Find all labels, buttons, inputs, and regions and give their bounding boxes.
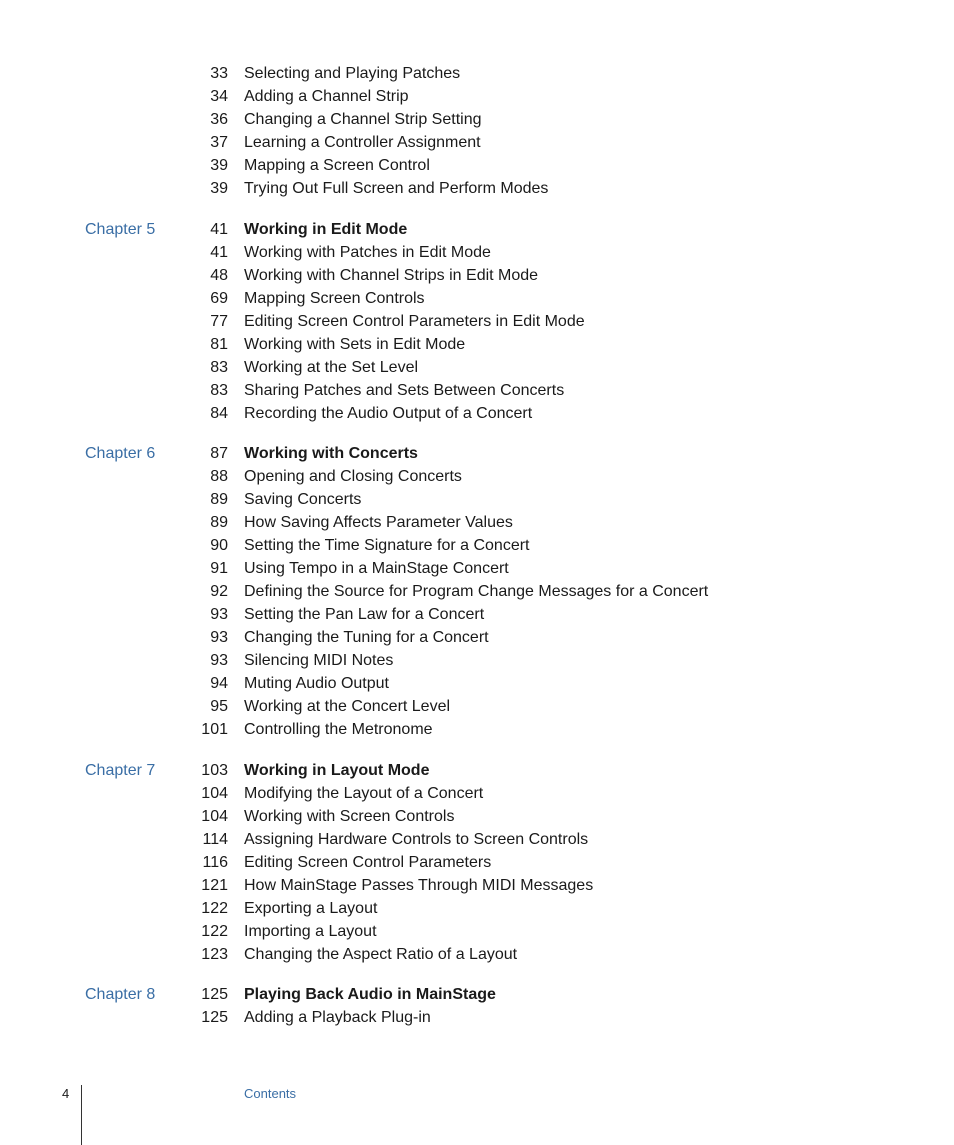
page-number: 83 [210, 381, 228, 399]
toc-entry[interactable] [0, 943, 954, 966]
page-number: 123 [201, 945, 228, 963]
page-number: 39 [210, 157, 228, 174]
entry-title[interactable]: Working with Sets in Edit Mode [244, 335, 466, 353]
entry-title[interactable]: Playing Back Audio in MainStage [244, 986, 496, 1003]
entry-title[interactable]: Assigning Hardware Controls to Screen Controls [244, 830, 589, 848]
table-of-contents [0, 62, 954, 1047]
entry-title[interactable]: Muting Audio Output [244, 675, 389, 692]
entry-title[interactable]: Mapping a Screen Control [244, 157, 430, 174]
page-number: 87 [210, 445, 228, 462]
entry-title[interactable]: Editing Screen Control Parameters [244, 853, 492, 871]
entry-title[interactable]: Working with Screen Controls [244, 807, 455, 825]
page-number: 90 [210, 537, 228, 554]
toc-entry[interactable] [0, 897, 954, 920]
page-number: 116 [202, 853, 228, 871]
toc-entry[interactable] [0, 465, 954, 488]
toc-group [0, 983, 954, 1029]
entry-title[interactable]: Saving Concerts [244, 491, 362, 508]
toc-entry[interactable] [0, 649, 954, 672]
entry-title[interactable]: Working in Layout Mode [244, 761, 430, 779]
entry-title[interactable]: Exporting a Layout [244, 899, 378, 917]
entry-title[interactable]: Editing Screen Control Parameters in Edit Mode [244, 312, 585, 330]
page-number: 39 [210, 180, 228, 197]
entry-title[interactable]: Silencing MIDI Notes [244, 652, 394, 669]
toc-entry[interactable] [0, 534, 954, 557]
toc-entry[interactable] [0, 626, 954, 649]
toc-entry[interactable] [0, 177, 954, 200]
entry-title[interactable]: How MainStage Passes Through MIDI Messages [244, 876, 594, 894]
entry-title[interactable]: Opening and Closing Concerts [244, 468, 462, 485]
entry-title[interactable]: Defining the Source for Program Change Messages for a Concert [244, 583, 709, 600]
page-number: 77 [210, 312, 228, 330]
page-number: 114 [202, 830, 228, 848]
chapter-heading-row[interactable] [0, 759, 954, 782]
entry-title[interactable]: Mapping Screen Controls [244, 289, 425, 307]
toc-entry[interactable] [0, 695, 954, 718]
toc-group [0, 442, 954, 741]
entry-title[interactable]: Working with Concerts [244, 445, 418, 462]
chapter-label[interactable]: Chapter 8 [85, 986, 156, 1003]
toc-entry[interactable] [0, 154, 954, 177]
chapter-heading-row[interactable] [0, 218, 954, 241]
footer-divider [81, 1085, 82, 1145]
entry-title[interactable]: Adding a Playback Plug-in [244, 1009, 431, 1026]
toc-entry[interactable] [0, 782, 954, 805]
page-number: 41 [210, 220, 228, 238]
toc-entry[interactable] [0, 1006, 954, 1029]
page-number: 92 [210, 583, 228, 600]
entry-title[interactable]: Using Tempo in a MainStage Concert [244, 560, 509, 577]
page-number: 84 [210, 404, 228, 422]
entry-title[interactable]: Sharing Patches and Sets Between Concerts [244, 381, 565, 399]
toc-entry[interactable] [0, 672, 954, 695]
toc-entry[interactable] [0, 511, 954, 534]
page-number: 37 [210, 134, 228, 151]
toc-entry[interactable] [0, 356, 954, 379]
toc-entry[interactable] [0, 805, 954, 828]
chapter-label[interactable]: Chapter 7 [85, 761, 156, 779]
toc-entry[interactable] [0, 557, 954, 580]
toc-entry[interactable] [0, 310, 954, 333]
entry-title[interactable]: Trying Out Full Screen and Perform Modes [244, 180, 549, 197]
entry-title[interactable]: Working with Channel Strips in Edit Mode [244, 266, 539, 284]
toc-entry[interactable] [0, 580, 954, 603]
entry-title[interactable]: Selecting and Playing Patches [244, 65, 461, 82]
toc-entry[interactable] [0, 851, 954, 874]
toc-entry[interactable] [0, 874, 954, 897]
page-number: 95 [210, 698, 228, 715]
page-number: 122 [201, 922, 228, 940]
entry-title[interactable]: Working with Patches in Edit Mode [244, 243, 491, 261]
chapter-heading-row[interactable] [0, 442, 954, 465]
page-number: 33 [210, 65, 228, 82]
page-number: 125 [201, 1009, 228, 1026]
page-number: 104 [201, 807, 228, 825]
toc-entry[interactable] [0, 264, 954, 287]
toc-entry[interactable] [0, 920, 954, 943]
entry-title[interactable]: Changing the Aspect Ratio of a Layout [244, 945, 518, 963]
entry-title[interactable]: Changing a Channel Strip Setting [244, 111, 482, 128]
entry-title[interactable]: Changing the Tuning for a Concert [244, 629, 489, 646]
entry-title[interactable]: Setting the Pan Law for a Concert [244, 606, 485, 623]
toc-entry[interactable] [0, 402, 954, 425]
toc-entry[interactable] [0, 287, 954, 310]
page-number: 103 [201, 761, 228, 779]
toc-group [0, 62, 954, 200]
page-number: 93 [210, 629, 228, 646]
page-number: 104 [201, 784, 228, 802]
toc-entry[interactable] [0, 131, 954, 154]
entry-title[interactable]: Learning a Controller Assignment [244, 134, 481, 151]
toc-entry[interactable] [0, 718, 954, 741]
entry-title[interactable]: Modifying the Layout of a Concert [244, 784, 484, 802]
entry-title[interactable]: Setting the Time Signature for a Concert [244, 537, 530, 554]
toc-entry[interactable] [0, 488, 954, 511]
page-number: 93 [210, 606, 228, 623]
page-number: 121 [201, 876, 228, 894]
page-number: 89 [210, 514, 228, 531]
page-number: 91 [210, 560, 228, 577]
entry-title[interactable]: Adding a Channel Strip [244, 88, 409, 105]
entry-title[interactable]: Recording the Audio Output of a Concert [244, 404, 533, 422]
page-number: 125 [201, 986, 228, 1003]
page-number: 94 [210, 675, 228, 692]
footer-page-number: 4 [62, 1086, 70, 1101]
page-number: 81 [210, 335, 228, 353]
page-number: 93 [210, 652, 228, 669]
page-number: 41 [210, 243, 228, 261]
footer-section-label: Contents [244, 1086, 297, 1101]
page-number: 83 [210, 358, 228, 376]
toc-entry[interactable] [0, 603, 954, 626]
page-number: 48 [210, 266, 228, 284]
chapter-label[interactable]: Chapter 5 [85, 220, 156, 238]
page-number: 34 [210, 88, 228, 105]
entry-title[interactable]: Working at the Concert Level [244, 698, 451, 715]
page-number: 89 [210, 491, 228, 508]
page-number: 101 [201, 721, 228, 738]
chapter-label[interactable]: Chapter 6 [85, 445, 156, 462]
toc-entry[interactable] [0, 85, 954, 108]
toc-group [0, 759, 954, 966]
entry-title[interactable]: Importing a Layout [244, 922, 377, 940]
chapter-heading-row[interactable] [0, 983, 954, 1006]
page-number: 36 [210, 111, 228, 128]
toc-entry[interactable] [0, 108, 954, 131]
toc-entry[interactable] [0, 333, 954, 356]
entry-title[interactable]: Working at the Set Level [244, 358, 419, 376]
toc-entry[interactable] [0, 241, 954, 264]
entry-title[interactable]: Controlling the Metronome [244, 721, 433, 738]
toc-entry[interactable] [0, 379, 954, 402]
toc-entry[interactable] [0, 62, 954, 85]
page-number: 122 [201, 899, 228, 917]
entry-title[interactable]: How Saving Affects Parameter Values [244, 514, 513, 531]
toc-group [0, 218, 954, 425]
page-number: 88 [210, 468, 228, 485]
entry-title[interactable]: Working in Edit Mode [244, 220, 408, 238]
toc-entry[interactable] [0, 828, 954, 851]
page-number: 69 [210, 289, 228, 307]
